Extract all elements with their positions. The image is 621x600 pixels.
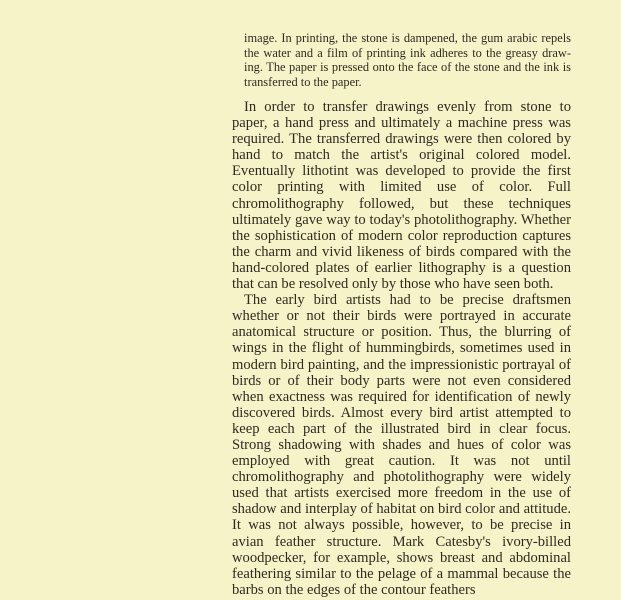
transfer-drawings-paragraph: In order to transfer drawings evenly from stone to paper, a hand press and ultimately a machine press was required. The transferred drawings were then colored by hand to match the artist's original colored model. Eventually lithotint was developed to provide the first color printing with limited use of color. Full chromolithography followed, but these techniques ultimately gave way to today's photolithography. Whether the sophistication of modern color reproduction captures the charm and vivid likeness of birds compared with the hand-colored plates of earlier lithography is a question that can be resolved only by those who have seen both.: [232, 99, 571, 293]
early-bird-artists-paragraph: The early bird artists had to be precise draftsmen whether or not their birds were portrayed in accurate anatomical structure or position. Thus, the blurring of wings in the flight of hummingbirds, sometimes used in modern bird painting, and the impressionistic portrayal of birds or of their body parts were not even considered when exactness was required for identification of newly discovered birds. Almost every bird artist attempted to keep each part of the illustrated bird in clear focus. Strong shadowing with shades and hues of color was employed with great caution. It was not until chromolithography and photolithography were widely used that artists exercised more freedom in the use of shadow and interplay of habitat on bird color and attitude. It was not always possible, however, to be precise in avian feather structure. Mark Catesby's ivory-billed woodpecker, for example, shows breast and abdominal feathering similar to the pelage of a mammal because the barbs on the edges of the contour feathers: [232, 292, 571, 598]
text-column: [232, 31, 571, 598]
lithography-printing-paragraph: image. In printing, the stone is dampened, the gum arabic repels the water and a film of printing ink adheres to the greasy drawing. The paper is pressed onto the face of the stone and the ink is transferred to the paper.: [244, 31, 571, 89]
